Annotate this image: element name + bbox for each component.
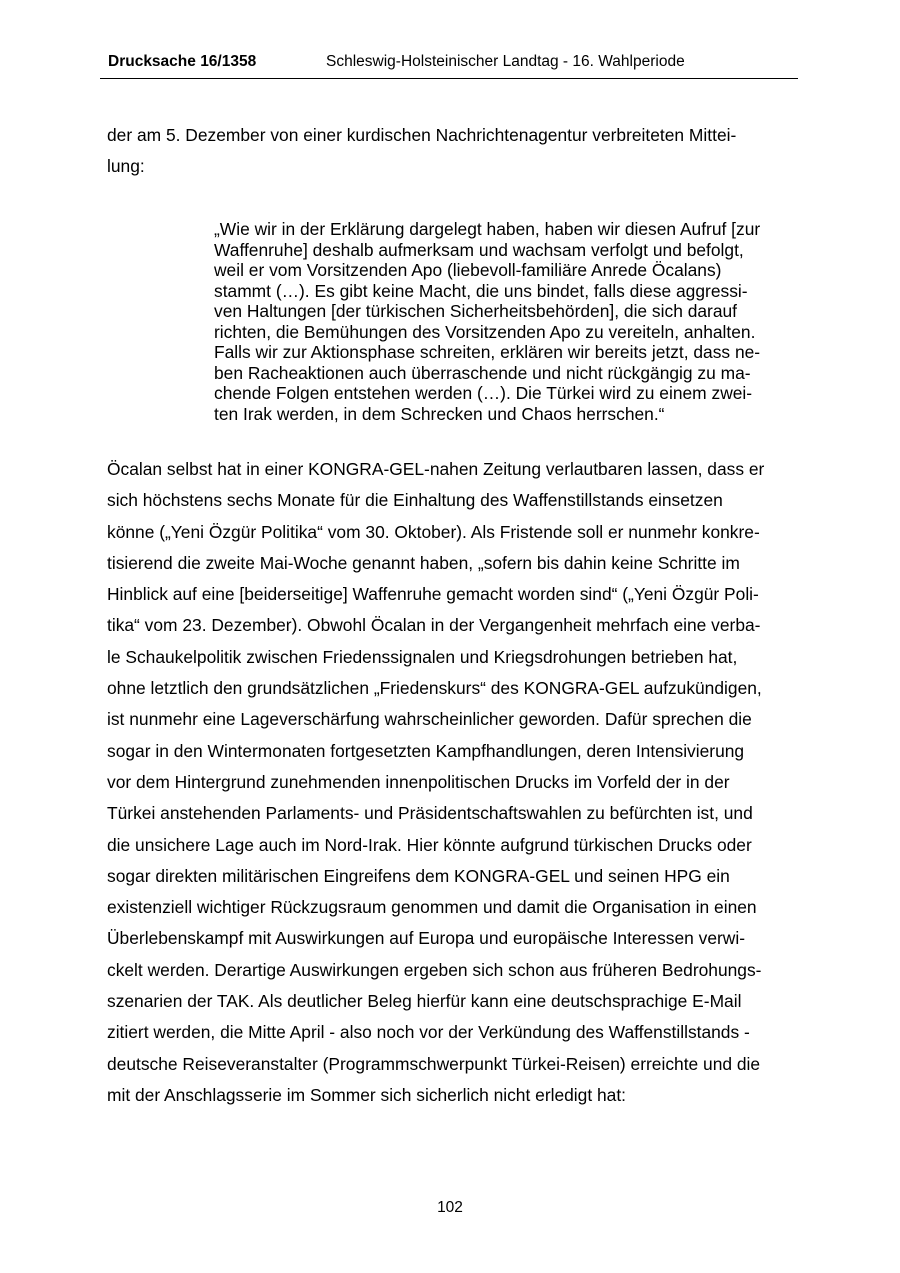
text-line: Türkei anstehenden Parlaments- und Präsidentschaftswahlen zu befürchten ist, und (107, 803, 753, 824)
text-line: ohne letztlich den grundsätzlichen „Friedenskurs“ des KONGRA-GEL aufzukündigen, (107, 678, 762, 699)
text-line: vor dem Hintergrund zunehmenden innenpolitischen Drucks im Vorfeld der in der (107, 771, 730, 792)
page-header (100, 50, 798, 79)
text-line: szenarien der TAK. Als deutlicher Beleg hierfür kann eine deutschsprachige E-Mail (107, 991, 742, 1012)
text-line: existenziell wichtiger Rückzugsraum genommen und damit die Organisation in einen (107, 897, 757, 918)
intro-paragraph (107, 120, 797, 183)
quote-line: ven Haltungen [der türkischen Sicherheitsbehörden], die sich darauf (214, 301, 738, 322)
text-line: könne („Yeni Özgür Politika“ vom 30. Oktober). Als Fristende soll er nunmehr konkre- (107, 521, 760, 542)
document-number: Drucksache 16/1358 (108, 53, 257, 70)
text-line: lung: (107, 156, 145, 177)
main-paragraph (107, 454, 797, 1111)
text-line: le Schaukelpolitik zwischen Friedenssignalen und Kriegsdrohungen betrieben hat, (107, 646, 738, 667)
text-line: Überlebenskampf mit Auswirkungen auf Europa und europäische Interessen verwi- (107, 928, 746, 949)
quote-line: richten, die Bemühungen des Vorsitzenden Apo zu vereiteln, anhalten. (214, 321, 756, 342)
document-title: Schleswig-Holsteinischer Landtag - 16. Wahlperiode (326, 53, 685, 70)
text-line: sogar in den Wintermonaten fortgesetzten Kampfhandlungen, deren Intensivierung (107, 740, 745, 761)
quote-line: ten Irak werden, in dem Schrecken und Chaos herrschen.“ (214, 403, 665, 424)
text-line: mit der Anschlagsserie im Sommer sich sicherlich nicht erledigt hat: (107, 1084, 627, 1105)
text-line: tisierend die zweite Mai-Woche genannt haben, „sofern bis dahin keine Schritte im (107, 552, 740, 573)
quote-line: „Wie wir in der Erklärung dargelegt haben, haben wir diesen Aufruf [zur (214, 219, 761, 239)
block-quote (214, 219, 794, 424)
quote-line: weil er vom Vorsitzenden Apo (liebevoll-familiäre Anrede Öcalans) (214, 260, 722, 281)
text-line: deutsche Reiseveranstalter (Programmschwerpunkt Türkei-Reisen) erreichte und die (107, 1053, 761, 1074)
quote-line: chende Folgen entstehen werden (…). Die Türkei wird zu einem zwei- (214, 383, 753, 404)
page-number: 102 (437, 1199, 463, 1216)
text-line: sogar direkten militärischen Eingreifens dem KONGRA-GEL und seinen HPG ein (107, 865, 730, 886)
quote-line: Waffenruhe] deshalb aufmerksam und wachsam verfolgt und befolgt, (214, 239, 744, 260)
text-line: ckelt werden. Derartige Auswirkungen ergeben sich schon aus früheren Bedrohungs- (107, 959, 762, 980)
quote-line: stammt (…). Es gibt keine Macht, die uns bindet, falls diese aggressi- (214, 280, 748, 301)
text-line: Hinblick auf eine [beiderseitige] Waffenruhe gemacht worden sind“ („Yeni Özgür Poli- (107, 584, 759, 605)
text-line: sich höchstens sechs Monate für die Einhaltung des Waffenstillstands einsetzen (107, 490, 723, 511)
quote-line: ben Racheaktionen auch überraschende und nicht rückgängig zu ma- (214, 362, 751, 383)
text-line: zitiert werden, die Mitte April - also noch vor der Verkündung des Waffenstillstands - (107, 1022, 750, 1043)
text-line: ist nunmehr eine Lageverschärfung wahrscheinlicher geworden. Dafür sprechen die (107, 709, 752, 730)
text-line: die unsichere Lage auch im Nord-Irak. Hier könnte aufgrund türkischen Drucks oder (107, 834, 752, 855)
text-line: tika“ vom 23. Dezember). Obwohl Öcalan in der Vergangenheit mehrfach eine verba- (107, 615, 761, 636)
text-line: Öcalan selbst hat in einer KONGRA-GEL-nahen Zeitung verlautbaren lassen, dass er (107, 459, 765, 479)
text-line: der am 5. Dezember von einer kurdischen Nachrichtenagentur verbreiteten Mittei- (107, 125, 737, 145)
quote-line: Falls wir zur Aktionsphase schreiten, erklären wir bereits jetzt, dass ne- (214, 342, 761, 363)
